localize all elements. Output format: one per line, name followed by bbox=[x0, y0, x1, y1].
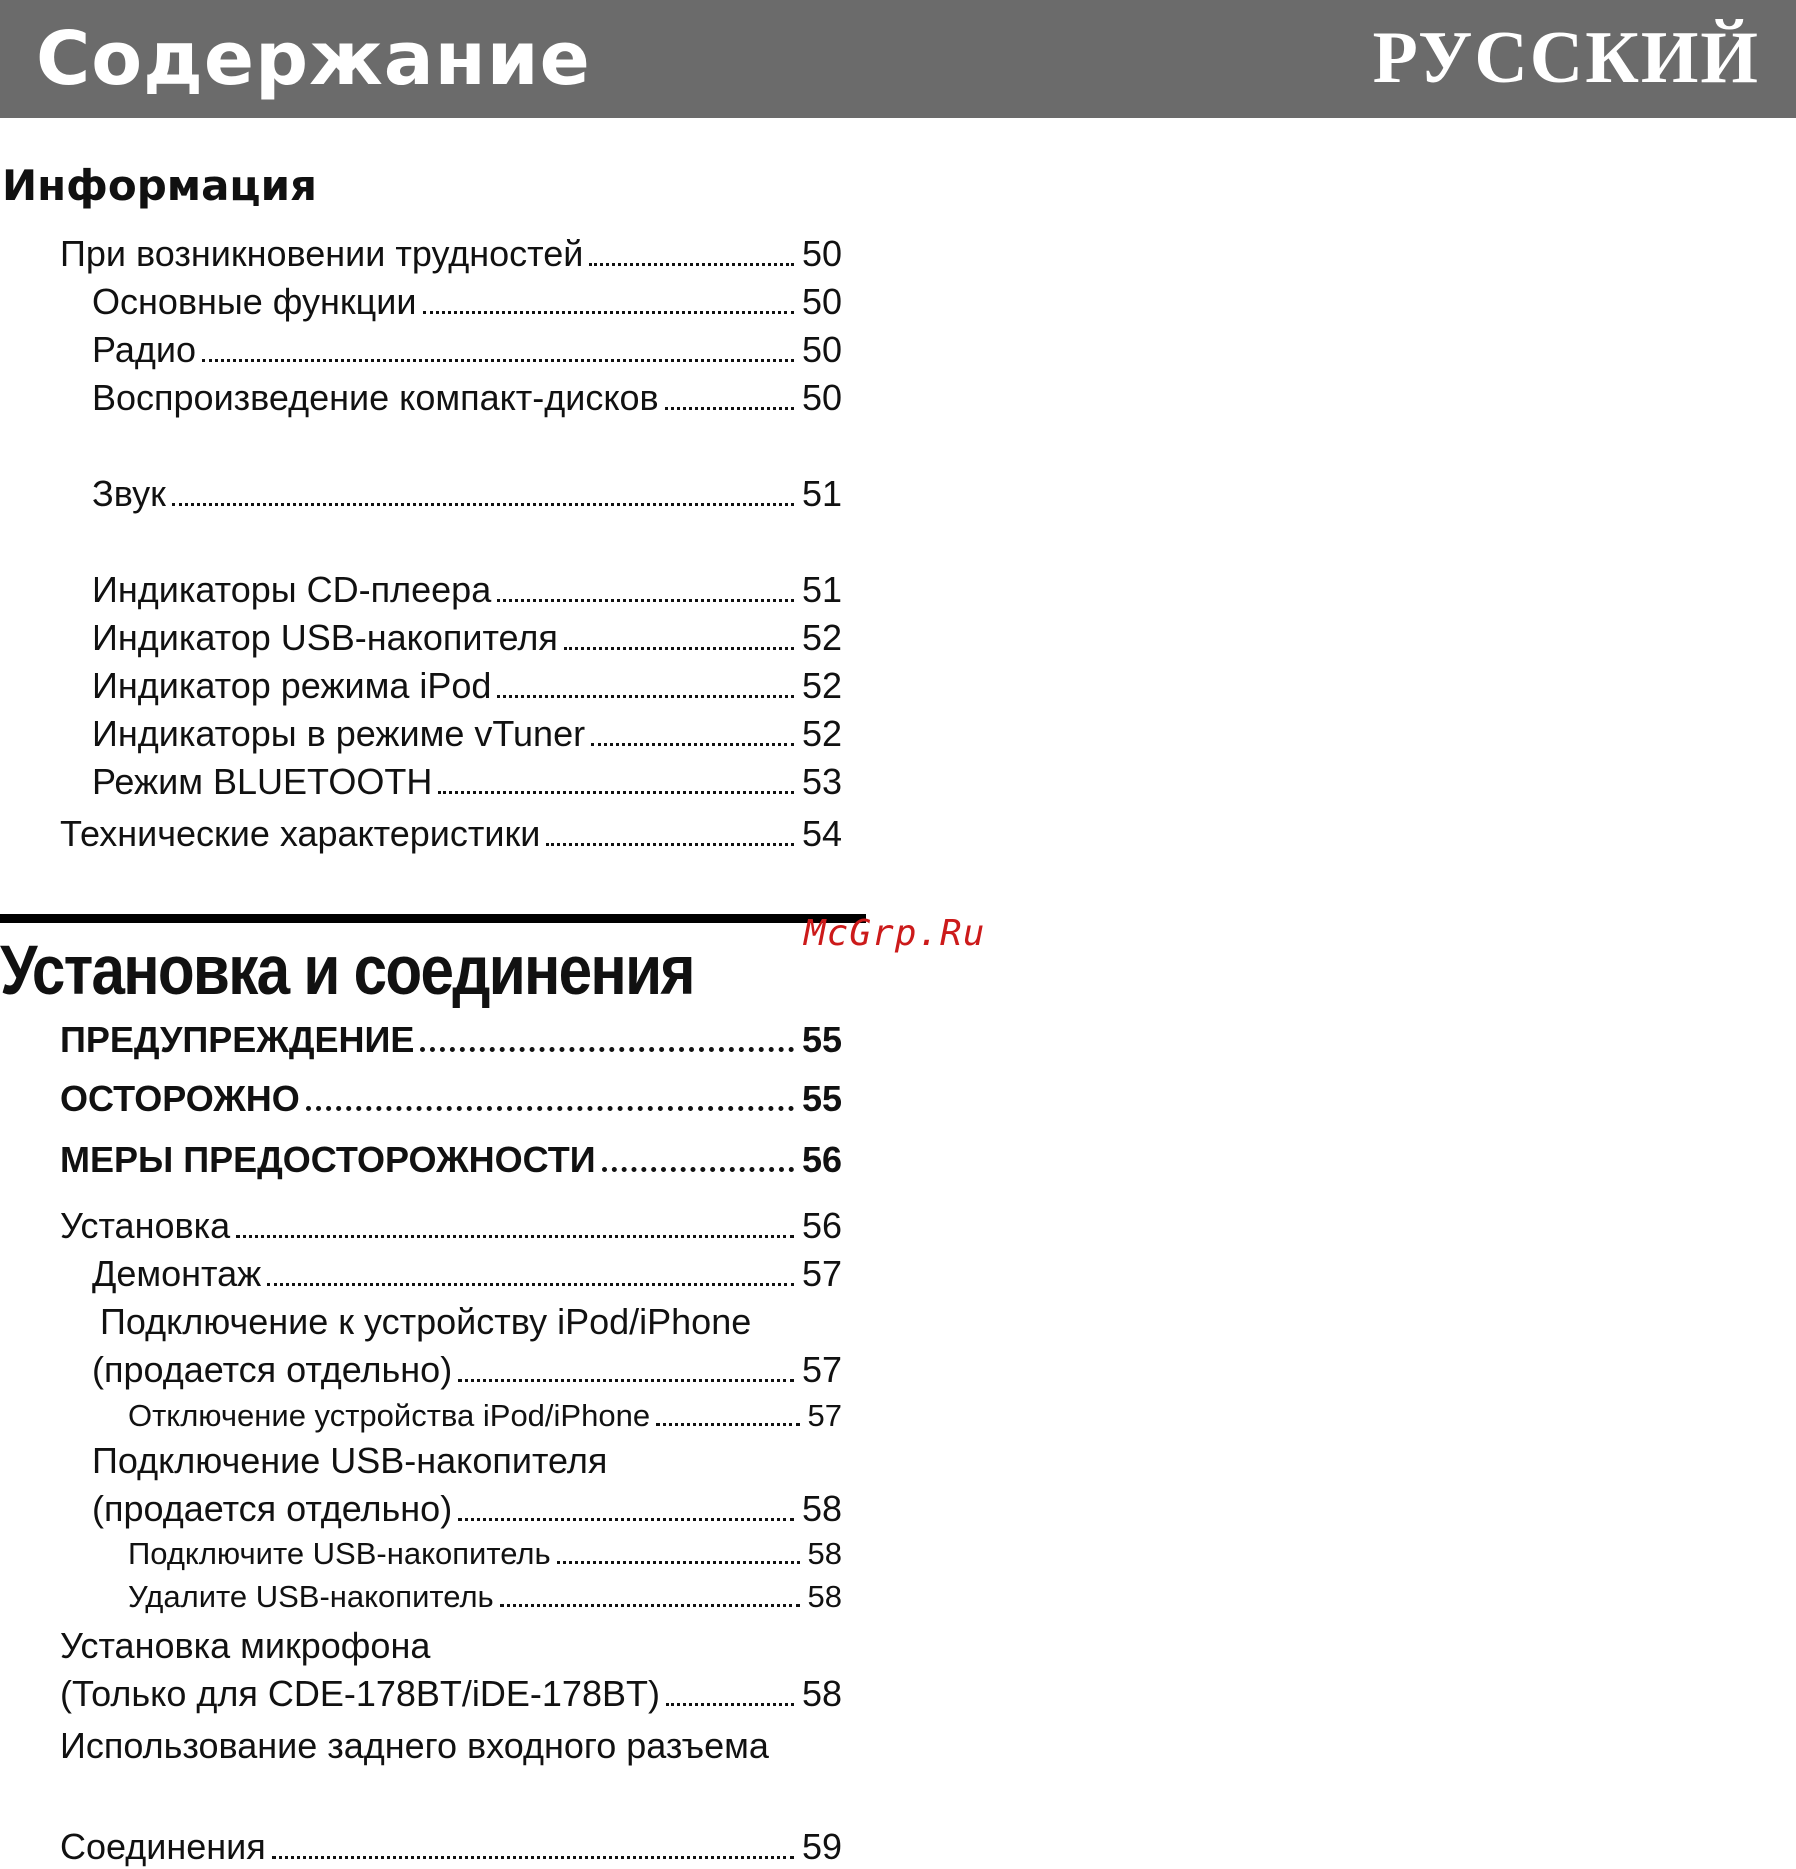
toc-entry-label: Технические характеристики bbox=[60, 813, 541, 854]
toc-entry[interactable] bbox=[92, 280, 842, 324]
toc-entry-page: 59 bbox=[801, 1826, 842, 1867]
toc-entry-label: Радио bbox=[92, 329, 196, 370]
toc-entry[interactable] bbox=[60, 1018, 842, 1062]
toc-entry[interactable] bbox=[60, 1138, 842, 1182]
toc-entry-label: Соединения bbox=[60, 1826, 266, 1867]
dot-leader bbox=[420, 1046, 794, 1052]
toc-entry-page: 50 bbox=[801, 281, 842, 322]
toc-entry-page: 55 bbox=[801, 1019, 842, 1060]
dot-leader bbox=[500, 1603, 800, 1607]
toc-entry-label: Отключение устройства iPod/iPhone bbox=[128, 1398, 651, 1433]
toc-entry[interactable] bbox=[60, 232, 842, 276]
watermark: McGrp.Ru bbox=[804, 913, 986, 954]
toc-entry-label: Звук bbox=[92, 473, 166, 514]
toc-entry[interactable] bbox=[60, 1672, 842, 1716]
section-divider bbox=[0, 914, 866, 923]
toc-entry-label: Индикатор USB-накопителя bbox=[92, 617, 558, 658]
dot-leader bbox=[236, 1234, 794, 1238]
toc-entry-label: (продается отдельно) bbox=[92, 1488, 453, 1529]
dot-leader bbox=[267, 1282, 794, 1286]
toc-entry-page: 58 bbox=[807, 1579, 842, 1614]
toc-entry-page: 56 bbox=[801, 1139, 842, 1180]
toc-entry[interactable] bbox=[60, 1825, 842, 1869]
toc-entry[interactable] bbox=[60, 812, 842, 856]
dot-leader bbox=[546, 842, 794, 846]
toc-entry-page: 50 bbox=[801, 233, 842, 274]
toc-entry[interactable] bbox=[128, 1532, 842, 1576]
toc-entry-page: 52 bbox=[801, 617, 842, 658]
toc-entry-label: Подключите USB-накопитель bbox=[128, 1536, 551, 1571]
dot-leader bbox=[557, 1560, 800, 1564]
toc-entry-page: 54 bbox=[801, 813, 842, 854]
toc-entry-page: 56 bbox=[801, 1205, 842, 1246]
toc-entry-page: 58 bbox=[801, 1488, 842, 1529]
toc-entry[interactable] bbox=[92, 664, 842, 708]
toc-entry-label: (продается отдельно) bbox=[92, 1349, 453, 1390]
toc-entry[interactable] bbox=[92, 328, 842, 372]
dot-leader bbox=[497, 598, 794, 602]
dot-leader bbox=[306, 1105, 794, 1111]
toc-entry[interactable] bbox=[92, 472, 842, 516]
toc-entry-label: Демонтаж bbox=[92, 1253, 262, 1294]
toc-entry-page: 52 bbox=[801, 713, 842, 754]
dot-leader bbox=[458, 1378, 794, 1382]
dot-leader bbox=[665, 406, 794, 410]
section-heading-install: Установка и соединения bbox=[0, 931, 694, 1009]
dot-leader bbox=[423, 310, 794, 314]
toc-entry-page: 52 bbox=[801, 665, 842, 706]
toc-entry-label: Удалите USB-накопитель bbox=[128, 1579, 494, 1614]
dot-leader bbox=[666, 1702, 794, 1706]
toc-entry-label: (Только для CDE-178BT/iDE-178BT) bbox=[60, 1673, 660, 1714]
toc-entry[interactable] bbox=[92, 1487, 842, 1531]
toc-entry-page: 51 bbox=[801, 473, 842, 514]
header-bar bbox=[0, 0, 1796, 118]
toc-entry[interactable] bbox=[128, 1575, 842, 1619]
toc-entry-page: 51 bbox=[801, 569, 842, 610]
toc-entry-label: Установка bbox=[60, 1205, 231, 1246]
dot-leader bbox=[272, 1855, 794, 1859]
toc-entry[interactable] bbox=[92, 712, 842, 756]
toc-entry-label: Индикаторы CD-плеера bbox=[92, 569, 492, 610]
toc-entry-label: Режим BLUETOOTH bbox=[92, 761, 433, 802]
toc-entry-page: 53 bbox=[801, 761, 842, 802]
dot-leader bbox=[497, 694, 794, 698]
dot-leader bbox=[458, 1517, 794, 1521]
dot-leader bbox=[438, 790, 794, 794]
dot-leader bbox=[591, 742, 794, 746]
toc-entry-label: ОСТОРОЖНО bbox=[60, 1078, 300, 1119]
section-heading-info: Информация bbox=[2, 161, 317, 210]
toc-entry-label: МЕРЫ ПРЕДОСТОРОЖНОСТИ bbox=[60, 1139, 596, 1180]
toc-entry[interactable] bbox=[92, 1348, 842, 1392]
toc-entry-page: 57 bbox=[807, 1398, 842, 1433]
toc-entry-label[interactable]: Подключение USB-накопителя bbox=[92, 1440, 608, 1481]
toc-entry-label[interactable]: Установка микрофона bbox=[60, 1625, 431, 1666]
dot-leader bbox=[602, 1166, 794, 1172]
toc-entry-label: ПРЕДУПРЕЖДЕНИЕ bbox=[60, 1019, 415, 1060]
toc-entry-label: Индикатор режима iPod bbox=[92, 665, 492, 706]
toc-entry-page: 55 bbox=[801, 1078, 842, 1119]
toc-entry-page: 57 bbox=[801, 1349, 842, 1390]
toc-entry-label: Индикаторы в режиме vTuner bbox=[92, 713, 586, 754]
toc-entry-label[interactable]: Подключение к устройству iPod/iPhone bbox=[100, 1301, 752, 1342]
toc-entry[interactable] bbox=[92, 568, 842, 612]
toc-entry-label: При возникновении трудностей bbox=[60, 233, 584, 274]
dot-leader bbox=[172, 502, 794, 506]
toc-entry-label: Основные функции bbox=[92, 281, 417, 322]
toc-entry-page: 57 bbox=[801, 1253, 842, 1294]
toc-entry[interactable] bbox=[128, 1394, 842, 1438]
language-label: РУССКИЙ bbox=[1372, 17, 1760, 99]
toc-entry[interactable] bbox=[92, 616, 842, 660]
dot-leader bbox=[202, 358, 794, 362]
toc-entry-label: Воспроизведение компакт-дисков bbox=[92, 377, 659, 418]
toc-entry[interactable] bbox=[60, 1204, 842, 1248]
dot-leader bbox=[564, 646, 794, 650]
dot-leader bbox=[656, 1422, 799, 1426]
dot-leader bbox=[589, 262, 794, 266]
page-title: Содержание bbox=[36, 16, 591, 102]
toc-entry-page: 58 bbox=[807, 1536, 842, 1571]
toc-entry[interactable] bbox=[92, 760, 842, 804]
toc-entry[interactable] bbox=[60, 1077, 842, 1121]
toc-entry[interactable] bbox=[92, 376, 842, 420]
toc-entry-page: 58 bbox=[801, 1673, 842, 1714]
toc-entry-label[interactable]: Использование заднего входного разъема bbox=[60, 1725, 769, 1766]
toc-entry-page: 50 bbox=[801, 329, 842, 370]
toc-entry-page: 50 bbox=[801, 377, 842, 418]
toc-entry[interactable] bbox=[92, 1252, 842, 1296]
